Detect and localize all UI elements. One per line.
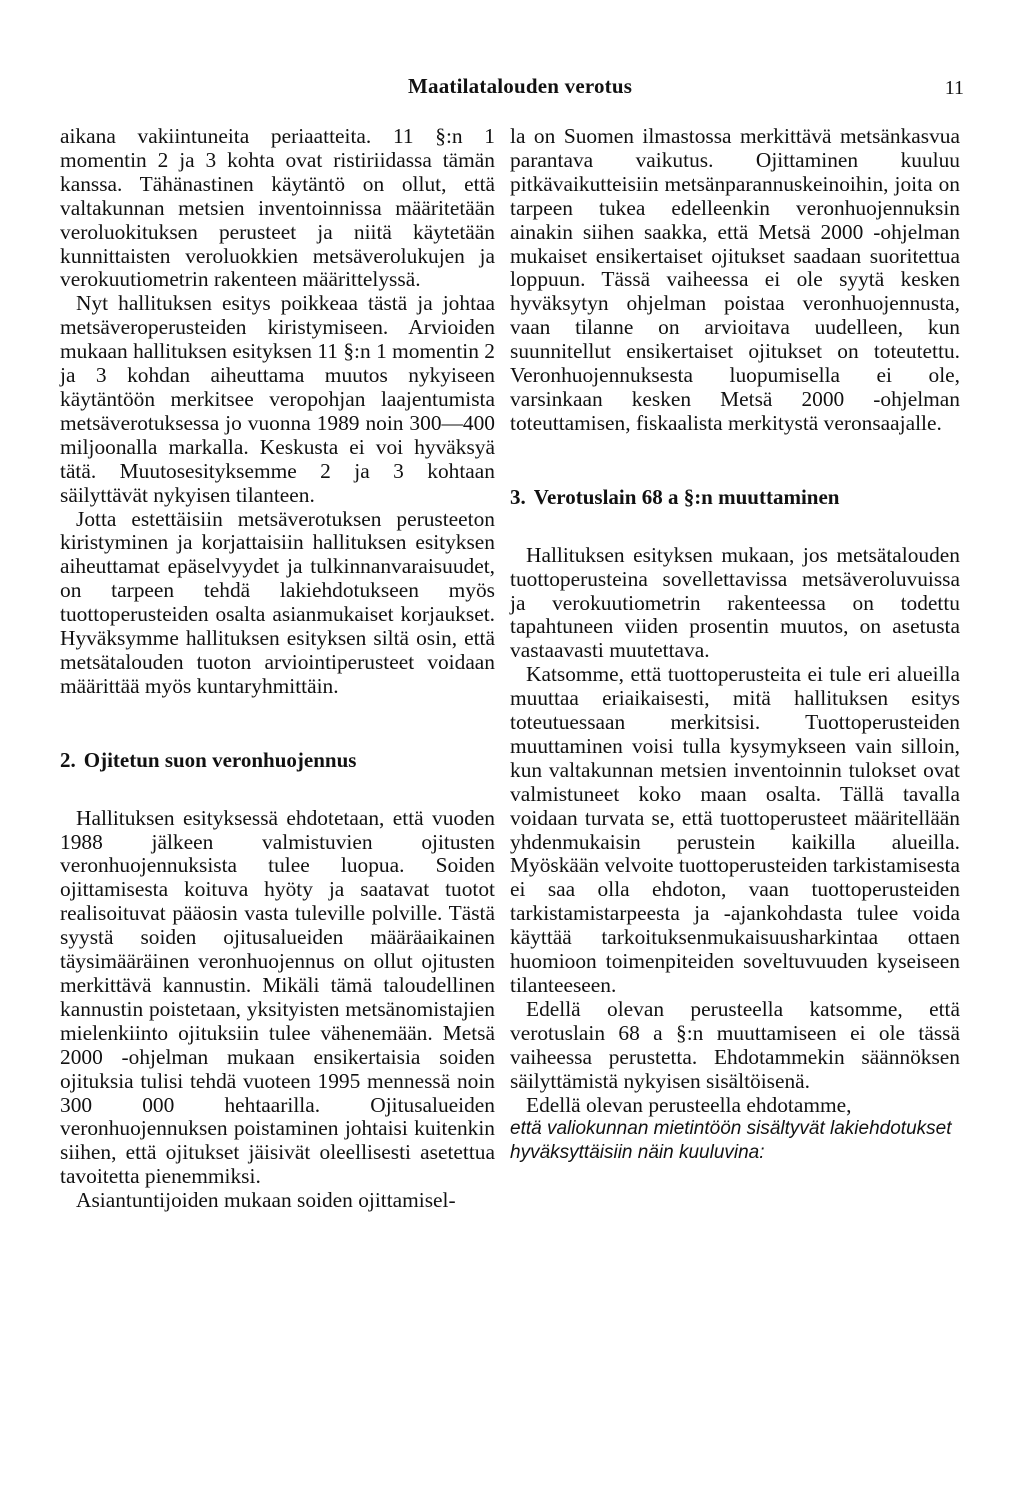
paragraph: Jotta estettäisiin metsäverotuksen perusteeton kiristyminen ja korjattaisiin hallituksen esityksen aiheuttamat epäselvyydet ja tulkinnanvaraisuudet, on tarpeen tehdä lakiehdotukseen myös tuottoperusteiden osalta asianmukaiset korjaukset. Hyväksymme hallituksen esityksen siltä osin, että metsätalouden tuoton arviointiperusteet voidaan määrittää myös kuntaryhmittäin. bbox=[60, 506, 495, 698]
paragraph: Edellä olevan perusteella katsomme, että verotuslain 68 a §:n muuttamiseen ei ole tässä vaiheessa perustetta. Ehdotammekin säännöksen säilyttämistä nykyisen sisältöisenä. bbox=[510, 996, 960, 1093]
paragraph: Hallituksen esityksen mukaan, jos metsätalouden tuottoperusteina sovellettavissa metsäveroluvuissa ja verokuutiometrin rakenteessa on todettu tapahtuneen viiden prosentin muutos, on asetusta vastaavasti muutettava. bbox=[510, 542, 960, 663]
paragraph: Katsomme, että tuottoperusteita ei tule eri alueilla muuttaa eriaikaisesti, mitä hallituksen esitys toteutuessaan merkitsisi. Tuottoperusteiden muuttaminen voisi tulla kysymykseen vain silloin, kun valtakunnan metsien inventoinnin tulokset ovat valmistuneet koko maan osalta. Tällä tavalla voidaan turvata se, että tuottoperusteet määritellään yhdenmukaisin perustein kaikilla alueilla. Myöskään velvoite tuottoperusteiden tarkistamisesta ei saa olla ehdoton, vaan tuottoperusteiden tarkistamistarpeesta ja -ajankohdasta tulee voida käyttää tarkoituksenmukaisuusharkintaa ottaen huomioon toimenpiteiden soveltuvuuden kyseiseen tilanteeseen. bbox=[510, 662, 960, 997]
paragraph: Nyt hallituksen esitys poikkeaa tästä ja johtaa metsäveroperusteiden kiristymiseen. Arvioiden mukaan hallituksen esityksen 11 §:n 1 momentin 2 ja 3 kohdan aiheuttama muutos nykyiseen käytäntöön merkitsee veropohjan laajentumista metsäverotuksessa jo vuonna 1989 noin 300—400 miljoonalla markalla. Keskusta ei voi hyväksyä tätä. Muutosesityksemme 2 ja 3 kohtaan säilyttävät nykyisen tilanteen. bbox=[60, 291, 495, 507]
page-number: 11 bbox=[944, 77, 964, 99]
section-number: 2. bbox=[60, 747, 76, 772]
section-number: 3. bbox=[510, 484, 526, 509]
paragraph: la on Suomen ilmastossa merkittävä metsänkasvua parantava vaikutus. Ojittaminen kuuluu pitkävaikutteisiin metsänparannuskeinoihin, joita on tarpeen tukea edelleenkin veronhuojennuksin ainakin siihen saakka, että Metsä 2000 -ohjelman mukaiset ensikertaiset ojitukset saadaan suoritettua loppuun. Tässä vaiheessa ei ole syytä kesken hyväksytyn ohjelman poistaa veronhuojennusta, vaan tilanne on arvioitava uudelleen, kun suunnitellut ensikertaiset ojitukset on toteutettu. Veronhuojennuksesta luopumisella ei ole, varsinkaan kesken Metsä 2000 -ohjelman toteuttamisen, fiskaalista merkitystä veronsaajalle. bbox=[510, 124, 960, 435]
paragraph: aikana vakiintuneita periaatteita. 11 §:n 1 momentin 2 ja 3 kohta ovat ristiriidassa tämän kanssa. Tähänastinen käytäntö on ollut, että valtakunnan metsien inventoinnissa määritetään veroluokituksen perusteet ja niitä käytetään kunnittaisten veroluokkien metsäverolukujen ja verokuutiometrin rakenteen määrittelyssä. bbox=[60, 124, 495, 292]
left-column bbox=[60, 125, 495, 1213]
right-column bbox=[510, 125, 960, 1165]
section-title: Ojitetun suon veronhuojennus bbox=[83, 747, 357, 772]
section-title: Verotuslain 68 a §:n muuttaminen bbox=[533, 484, 840, 509]
section-heading bbox=[510, 486, 960, 510]
paragraph: Hallituksen esityksessä ehdotetaan, että vuoden 1988 jälkeen valmistuvien ojitusten veronhuojennuksista tulee luopua. Soiden ojittamisesta koituva hyöty ja saatavat tuotot realisoituvat pääosin vasta tuleville polville. Tästä syystä soiden ojitusalueiden määräaikainen täysimääräinen veronhuojennus on ollut ojitusten merkittävä kannustin. Mikäli tämä taloudellinen kannustin poistetaan, yksityisten metsänomistajien mielenkiinto ojituksiin tulee vähenemään. Metsä 2000 -ohjelman mukaan ensikertaisia soiden ojituksia tulisi tehdä vuoteen 1995 mennessä noin 300 000 hehtaarilla. Ojitusalueiden veronhuojennuksen poistaminen johtaisi kuitenkin siihen, että ojitukset jäisivät oleellisesti asetettua tavoitetta pienemmiksi. bbox=[60, 805, 495, 1189]
running-title: Maatilatalouden verotus bbox=[408, 74, 633, 98]
resolution-text: että valiokunnan mietintöön sisältyvät lakiehdotukset hyväksyttäisiin näin kuuluvina: bbox=[510, 1118, 952, 1164]
section-heading bbox=[60, 749, 495, 773]
paragraph: Edellä olevan perusteella ehdotamme, bbox=[526, 1092, 852, 1117]
paragraph: Asiantuntijoiden mukaan soiden ojittamisel- bbox=[76, 1188, 456, 1213]
